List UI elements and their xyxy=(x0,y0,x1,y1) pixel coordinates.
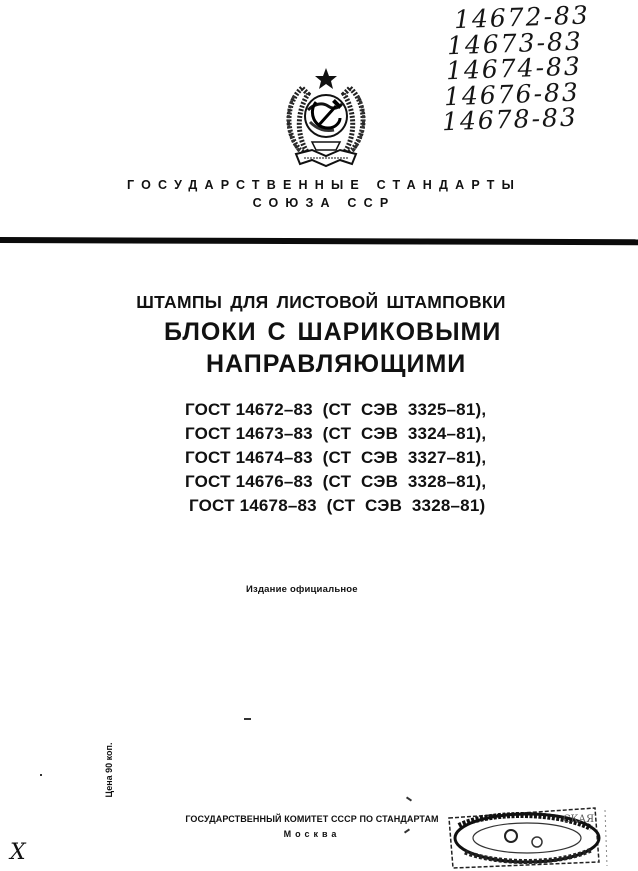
standard-item: ГОСТ 14674–83 (СТ СЭВ 3327–81), xyxy=(185,448,487,467)
header-ussr: СОЮЗА ССР xyxy=(252,196,396,210)
scan-speck xyxy=(244,718,251,720)
handwritten-number: 14672-83 xyxy=(453,0,591,35)
document-subtitle: ШТАМПЫ ДЛЯ ЛИСТОВОЙ ШТАМПОВКИ xyxy=(136,292,506,312)
publisher-city: Москва xyxy=(283,829,341,839)
ussr-coat-of-arms-icon xyxy=(282,66,370,170)
standard-item: ГОСТ 14678–83 (СТ СЭВ 3328–81) xyxy=(189,496,486,515)
handwritten-number: 14673-83 xyxy=(446,25,584,60)
document-title-line2: НАПРАВЛЯЮЩИМИ xyxy=(206,350,467,378)
handwritten-number: 14674-83 xyxy=(445,51,583,86)
price-label: Цена 90 коп. xyxy=(104,742,114,798)
header-state-standards: ГОСУДАРСТВЕННЫЕ СТАНДАРТЫ xyxy=(126,178,522,192)
svg-text:СКАЯ: СКАЯ xyxy=(563,814,595,825)
scan-speck xyxy=(406,796,412,801)
standard-item: ГОСТ 14672–83 (СТ СЭВ 3325–81), xyxy=(185,400,487,419)
horizontal-divider xyxy=(0,237,638,245)
publisher-name: ГОСУДАРСТВЕННЫЙ КОМИТЕТ СССР ПО СТАНДАРТАМ xyxy=(185,814,439,824)
standard-item: ГОСТ 14676–83 (СТ СЭВ 3328–81), xyxy=(185,472,487,491)
edition-label: Издание официальное xyxy=(246,584,358,595)
standard-item: ГОСТ 14673–83 (СТ СЭВ 3324–81), xyxy=(185,424,487,443)
handwritten-standard-numbers xyxy=(440,0,630,137)
handwritten-number: 14678-83 xyxy=(441,102,579,137)
standards-list xyxy=(185,398,486,518)
library-stamp-icon xyxy=(445,800,635,870)
document-title-line1: БЛОКИ С ШАРИКОВЫМИ xyxy=(164,318,502,346)
margin-handwritten-mark: Х xyxy=(10,840,26,865)
scan-speck xyxy=(40,774,42,776)
handwritten-number: 14676-83 xyxy=(443,77,581,111)
